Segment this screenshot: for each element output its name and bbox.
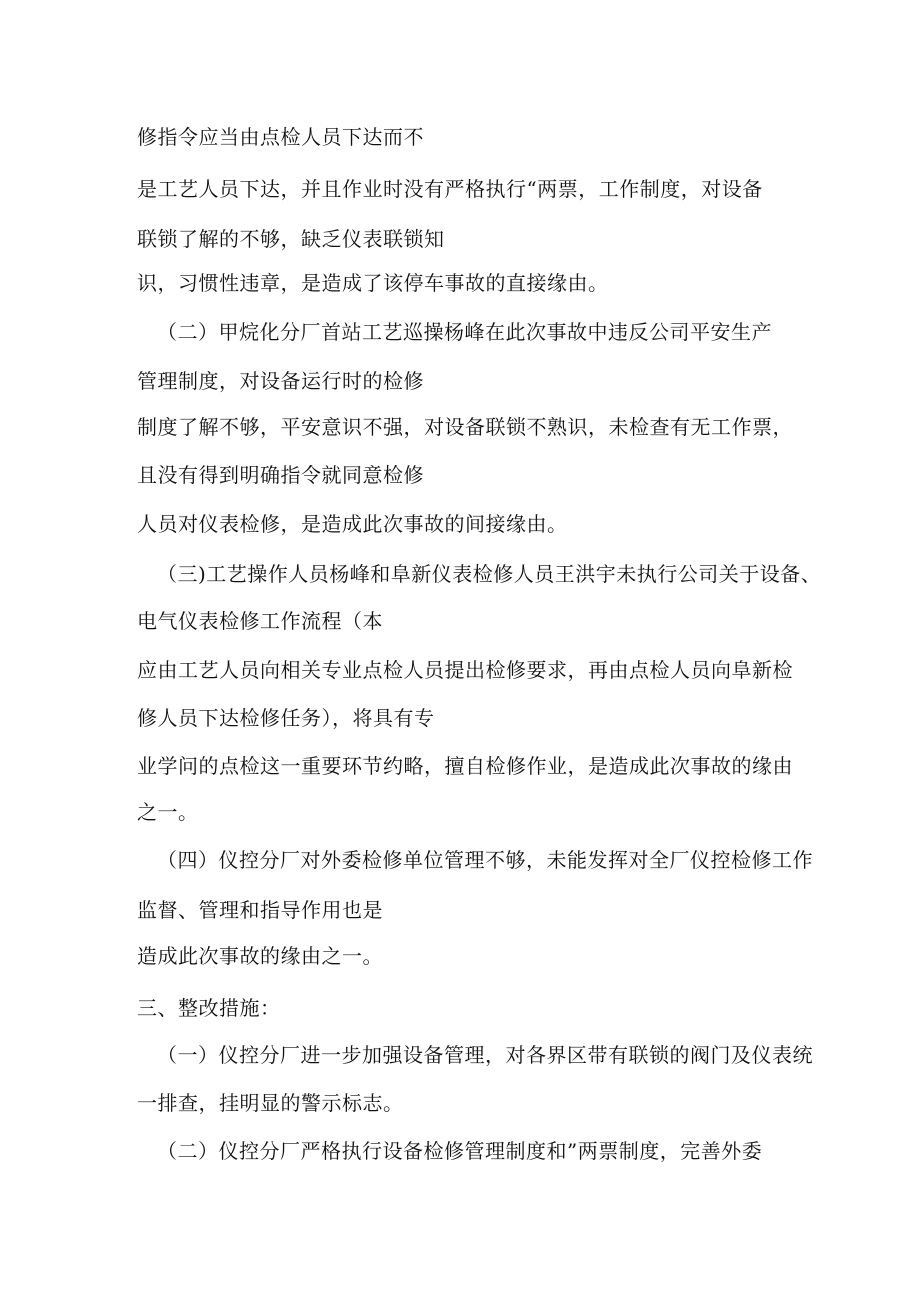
text-line: 修指令应当由点检人员下达而不 <box>137 125 424 149</box>
text-line: 管理制度，对设备运行时的检修 <box>137 369 424 393</box>
text-line: 修人员下达检修任务），将具有专 <box>137 706 435 730</box>
text-line: 之一。 <box>137 800 199 824</box>
text-line: 业学问的点检这一重要环节约略，擅自检修作业，是造成此次事故的缘由 <box>137 754 793 778</box>
paragraph-start-line: （二）甲烷化分厂首站工艺巡操杨峰在此次事故中违反公司平安生产 <box>157 320 772 344</box>
paragraph-start-line: （三)工艺操作人员杨峰和阜新仪表检修人员王洪宇未执行公司关于设备、 <box>157 562 822 586</box>
text-line: 人员对仪表检修，是造成此次事故的间接缘由。 <box>137 512 568 536</box>
text-line: 电气仪表检修工作流程（本 <box>137 609 383 633</box>
section-heading: 三、整改措施： <box>137 996 281 1020</box>
text-line: 联锁了解的不够，缺乏仪表联锁知 <box>137 227 445 251</box>
text-line: 识，习惯性违章，是造成了该停车事故的直接缘由。 <box>137 271 609 295</box>
text-line: 监督、管理和指导作用也是 <box>137 898 383 922</box>
text-line: 制度了解不够，平安意识不强，对设备联锁不熟识，未检查有无工作票， <box>137 415 793 439</box>
text-line: 且没有得到明确指令就同意检修 <box>137 463 424 487</box>
text-line: 应由工艺人员向相关专业点检人员提出检修要求，再由点检人员向阜新检 <box>137 658 793 682</box>
paragraph-start-line: （四）仪控分厂对外委检修单位管理不够，未能发挥对全厂仪控检修工作 <box>157 848 813 872</box>
text-line: 造成此次事故的缘由之一。 <box>137 944 383 968</box>
paragraph-start-line: （一）仪控分厂进一步加强设备管理，对各界区带有联锁的阀门及仪表统 <box>157 1043 813 1067</box>
text-line: 是工艺人员下达，并且作业时没有严格执行“两票，工作制度，对设备 <box>137 177 763 201</box>
paragraph-start-line: （二）仪控分厂严格执行设备检修管理制度和”两票制度，完善外委 <box>157 1139 763 1163</box>
text-line: 一排查，挂明显的警示标志。 <box>137 1091 404 1115</box>
